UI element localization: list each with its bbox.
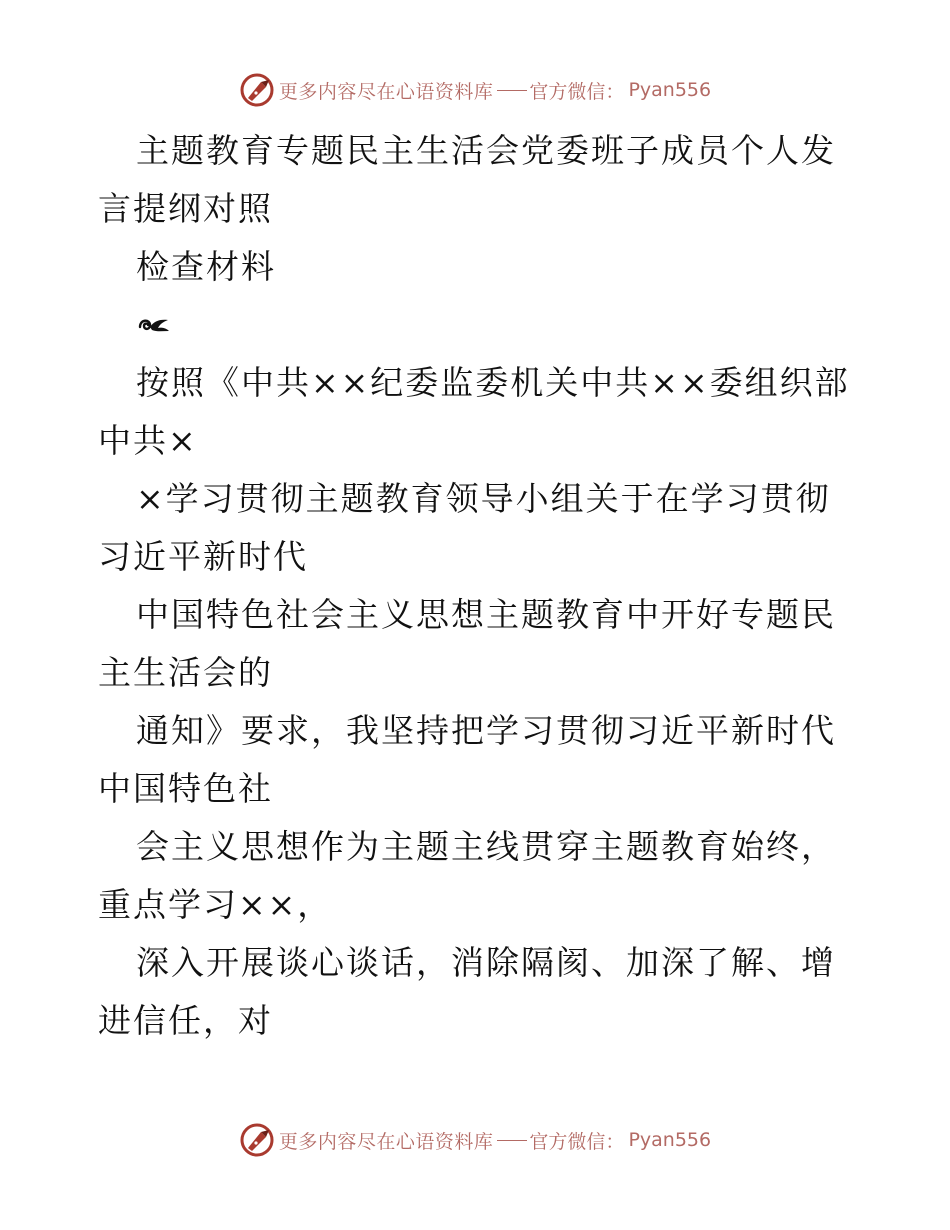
footer-wechat-id: Pyan556 — [628, 1129, 712, 1151]
banner-dash — [497, 90, 527, 91]
document-title: 主题教育专题民主生活会党委班子成员个人发言提纲对照 — [98, 131, 836, 228]
swirl-ornament-icon — [136, 313, 172, 337]
paragraph-2: ×学习贯彻主题教育领导小组关于在学习贯彻习近平新时代 — [98, 479, 831, 576]
footer-main-text: 更多内容尽在心语资料库 — [278, 1130, 494, 1153]
paragraph-5: 会主义思想作为主题主线贯穿主题教育始终，重点学习××， — [98, 827, 836, 924]
footer-wechat-label: 官方微信： — [529, 1130, 625, 1153]
paragraph-3: 中国特色社会主义思想主题教育中开好专题民主生活会的 — [98, 595, 836, 692]
paragraph-1: 按照《中共××纪委监委机关中共××委组织部中共× — [98, 363, 850, 460]
footer-banner — [0, 1120, 950, 1160]
footer-dash — [497, 1140, 527, 1141]
document-body — [98, 122, 858, 1050]
pen-nib-circle-icon — [239, 72, 275, 108]
banner-wechat-label: 官方微信： — [529, 80, 625, 103]
pen-nib-circle-icon — [239, 1122, 275, 1158]
paragraph-4: 通知》要求，我坚持把学习贯彻习近平新时代中国特色社 — [98, 711, 836, 808]
paragraph-6: 深入开展谈心谈话，消除隔阂、加深了解、增进信任，对 — [98, 943, 836, 1040]
document-subtitle: 检查材料 — [136, 247, 276, 286]
ornament — [98, 296, 858, 354]
header-banner — [0, 70, 950, 110]
banner-wechat-id: Pyan556 — [628, 79, 712, 101]
banner-main-text: 更多内容尽在心语资料库 — [278, 80, 494, 103]
